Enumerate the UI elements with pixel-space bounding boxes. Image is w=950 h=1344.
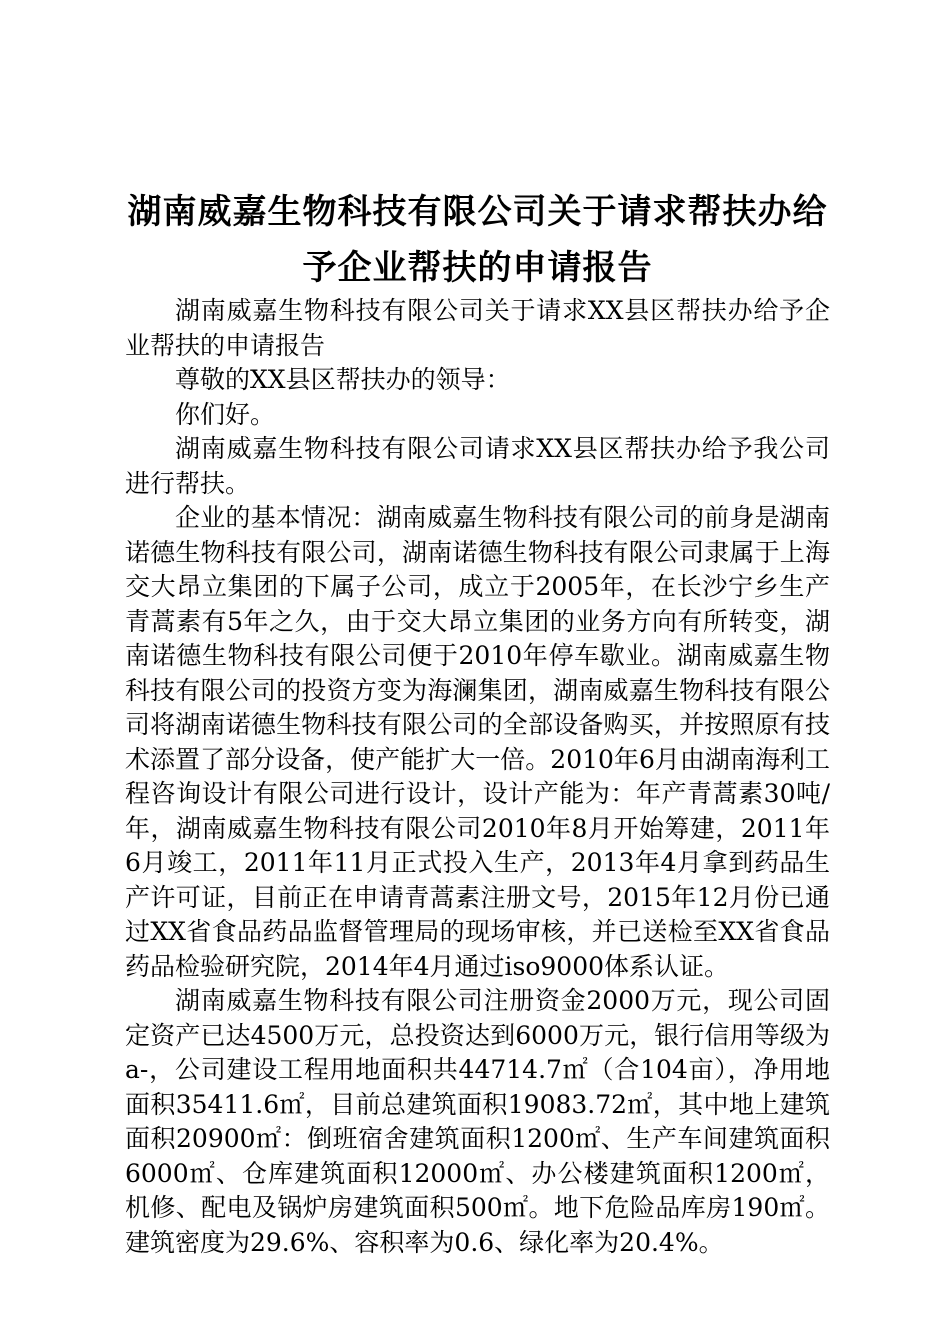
document-title <box>125 0 830 296</box>
paragraph-subject: 湖南威嘉生物科技有限公司关于请求XX县区帮扶办给予企业帮扶的申请报告 <box>125 296 830 360</box>
paragraph-salutation: 尊敬的XX县区帮扶办的领导： <box>175 365 511 394</box>
title-line-1: 湖南威嘉生物科技有限公司关于请求帮扶办给 <box>127 192 828 232</box>
title-line-2: 予企业帮扶的申请报告 <box>302 248 653 288</box>
paragraph-request: 湖南威嘉生物科技有限公司请求XX县区帮扶办给予我公司进行帮扶。 <box>125 434 830 498</box>
paragraph-company-assets: 湖南威嘉生物科技有限公司注册资金2000万元，现公司固定资产已达4500万元，总投资达到6000万元，银行信用等级为a-，公司建设工程用地面积共44714.7㎡（合104亩），净用地面积35411.6㎡，目前总建筑面积19083.72㎡，其中地上建筑面积20900㎡：倒班宿舍建筑面积1200㎡、生产车间建筑面积6000㎡、仓库建筑面积12000㎡、办公楼建筑面积1200㎡，机修、配电及锅炉房建筑面积500㎡。地下危险品库房190㎡。建筑密度为29.6%、容积率为0.6、绿化率为20.4%。 <box>125 986 830 1257</box>
paragraph-greeting: 你们好。 <box>175 399 276 429</box>
document-body <box>125 294 830 1260</box>
paragraph-company-background: 企业的基本情况：湖南威嘉生物科技有限公司的前身是湖南诺德生物科技有限公司，湖南诺德生物科技有限公司隶属于上海交大昂立集团的下属子公司，成立于2005年，在长沙宁乡生产青蒿素有5年之久，由于交大昂立集团的业务方向有所转变，湖南诺德生物科技有限公司便于2010年停车歇业。湖南威嘉生物科技有限公司的投资方变为海澜集团，湖南威嘉生物科技有限公司将湖南诺德生物科技有限公司的全部设备购买，并按照原有技术添置了部分设备，使产能扩大一倍。2010年6月由湖南海利工程咨询设计有限公司进行设计，设计产能为：年产青蒿素30吨/年，湖南威嘉生物科技有限公司2010年8月开始筹建，2011年6月竣工，2011年11月正式投入生产，2013年4月拿到药品生产许可证，目前正在申请青蒿素注册文号，2015年12月份已通过XX省食品药品监督管理局的现场审核，并已送检至XX省食品药品检验研究院，2014年4月通过iso9000体系认证。 <box>125 503 830 981</box>
